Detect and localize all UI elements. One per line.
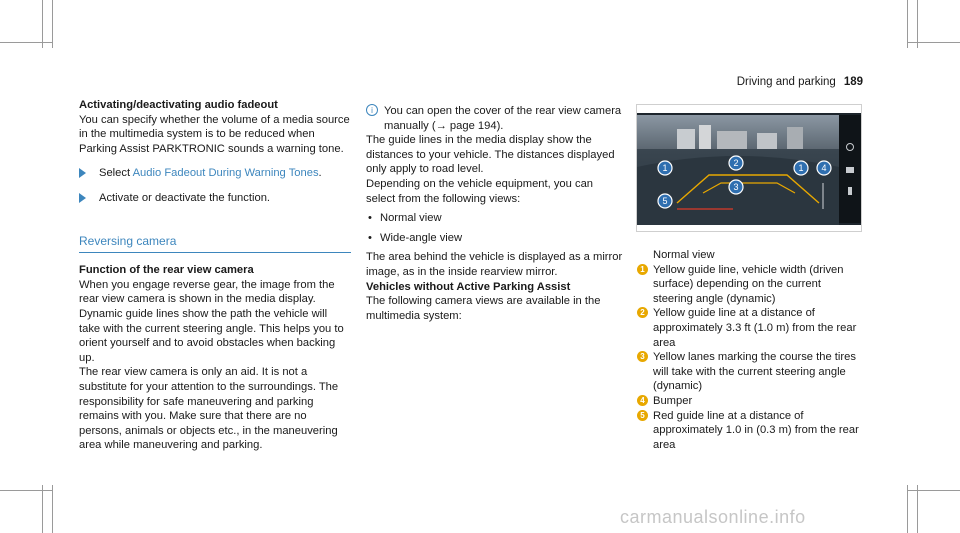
legend-number: 4 xyxy=(637,395,648,406)
crop-mark xyxy=(917,485,918,533)
section-name: Driving and parking xyxy=(736,76,836,88)
info-icon: i xyxy=(366,104,378,116)
column-right xyxy=(637,248,863,452)
crop-mark xyxy=(908,42,960,43)
figure-marker-label: 3 xyxy=(733,182,739,193)
step-select xyxy=(79,166,351,181)
watermark: carmanualsonline.info xyxy=(620,507,806,527)
column-left xyxy=(79,98,351,453)
figure-marker-label: 4 xyxy=(821,163,827,174)
fadeout-body: You can specify whether the volume of a media source in the multimedia system is to be reduced when Parking Assist PARKTRONIC sounds a warning tone. xyxy=(79,113,350,155)
step-activate xyxy=(79,191,351,206)
legend-number: 2 xyxy=(637,307,648,318)
crop-mark xyxy=(42,485,43,533)
crop-mark xyxy=(42,0,43,48)
list-item: • Wide-angle view xyxy=(368,231,463,244)
figure-marker-label: 5 xyxy=(662,196,668,207)
menu-item-audio-fadeout: Audio Fadeout During Warning Tones xyxy=(132,167,319,180)
fadeout-heading: Activating/deactivating audio fadeout xyxy=(79,99,278,111)
crop-mark xyxy=(52,0,53,48)
crop-mark xyxy=(0,42,52,43)
legend-item: 5 Red guide line at a distance of approximately 1.0 in (0.3 m) from the rear area xyxy=(637,409,863,453)
crop-mark xyxy=(908,490,960,491)
legend-number: 3 xyxy=(637,351,648,362)
function-heading: Function of the rear view camera xyxy=(79,264,254,277)
step-arrow-icon xyxy=(79,193,86,203)
page-header xyxy=(737,75,863,90)
legend-list xyxy=(637,263,863,453)
step-prefix: Select xyxy=(99,167,133,180)
rear-camera-figure xyxy=(636,104,862,232)
page-number: 189 xyxy=(843,76,863,88)
crop-mark xyxy=(52,485,53,533)
aid-body: The rear view camera is only an aid. It is not a substitute for your attention to the surroundings. The responsibility for safe maneuvering and parking remains with you. Make sure that there are no persons, animals or objects etc., in the maneuvering area while maneuvering and parking. xyxy=(79,366,339,452)
crop-mark xyxy=(0,490,52,491)
guide-lines-text: The guide lines in the media display show the distances to your vehicle. The distances displayed only apply to road level. xyxy=(366,134,615,176)
camera-image xyxy=(637,113,861,225)
note-text: You can open the cover of the rear view camera manually (→ page 194). xyxy=(384,105,622,132)
legend-number: 1 xyxy=(637,264,648,275)
figure-marker-label: 1 xyxy=(662,163,668,174)
legend-item: 1 Yellow guide line, vehicle width (driven surface) depending on the current steering angle (dynamic) xyxy=(637,263,863,307)
crop-mark xyxy=(917,0,918,48)
figure-marker-label: 1 xyxy=(798,163,804,174)
legend-item: 3 Yellow lanes marking the course the tires will take with the current steering angle (dynamic) xyxy=(637,350,863,394)
depending-text: Depending on the vehicle equipment, you can select from the following views: xyxy=(366,177,594,205)
without-body: The following camera views are available in the multimedia system: xyxy=(366,295,601,322)
step-arrow-icon xyxy=(79,168,86,178)
legend-item: 2 Yellow guide line at a distance of approximately 3.3 ft (1.0 m) from the rear area xyxy=(637,306,863,350)
figure-marker-label: 2 xyxy=(733,158,739,169)
legend-item: 4 Bumper xyxy=(637,394,863,409)
crop-mark xyxy=(907,485,908,533)
note xyxy=(366,104,624,133)
column-middle xyxy=(366,104,624,323)
without-heading: Vehicles without Active Parking Assist xyxy=(366,280,571,293)
figure-caption: Normal view xyxy=(653,249,715,261)
mirror-text: The area behind the vehicle is displayed as a mirror image, as in the inside rearview mirror. xyxy=(366,251,623,278)
legend-number: 5 xyxy=(637,410,648,421)
crop-mark xyxy=(907,0,908,48)
step-text: Activate or deactivate the function. xyxy=(99,191,271,204)
step-suffix: . xyxy=(318,167,322,180)
function-body: When you engage reverse gear, the image from the rear view camera is shown in the media display. Dynamic guide lines show the path the vehicle will take with the current steering angle. This helps you to orient yourself and to avoid obstacles when backing up. xyxy=(79,278,344,364)
list-item: • Normal view xyxy=(368,212,442,225)
section-title: Reversing camera xyxy=(79,234,351,254)
